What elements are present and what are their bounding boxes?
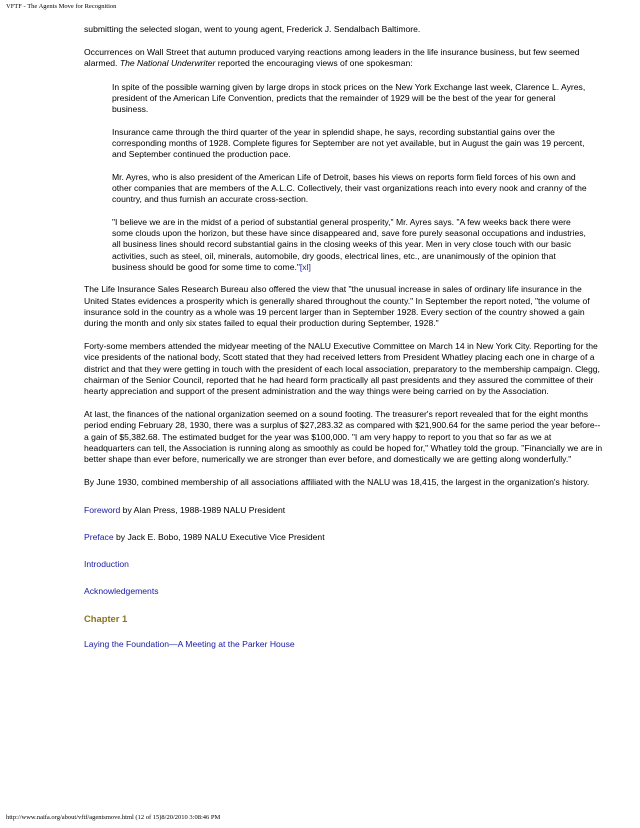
- paragraph-text: reported the encouraging views of one spokesman:: [215, 58, 413, 69]
- paragraph-slogan: submitting the selected slogan, went to young agent, Frederick J. Sendalbach Baltimore.: [84, 24, 421, 34]
- foreword-byline: by Alan Press, 1988-1989 NALU President: [120, 504, 286, 515]
- footnote-link[interactable]: [xl]: [299, 261, 311, 272]
- quote-paragraph-1: In spite of the possible warning given by large drops in stock prices on the New York Exchange last week, Clarence L. Ayres, president of the American Life Convention, predicts that the remainder of 1929 will be the best of the year for general business.: [112, 81, 586, 115]
- document-body: [84, 24, 604, 662]
- paragraph-wall-street: [84, 47, 604, 69]
- chapter-heading: Chapter 1: [84, 613, 128, 625]
- preface-byline: by Jack E. Bobo, 1989 NALU Executive Vice President: [113, 531, 325, 542]
- page-header: VFTF - The Agents Move for Recognition: [6, 3, 117, 10]
- acknowledgements-link[interactable]: Acknowledgements: [84, 586, 159, 597]
- introduction-link[interactable]: Introduction: [84, 558, 129, 569]
- foreword-link[interactable]: Foreword: [84, 504, 121, 515]
- introduction-entry: [84, 559, 604, 570]
- chapter-entry: [84, 639, 604, 650]
- preface-link[interactable]: Preface: [84, 531, 114, 542]
- foreword-entry: [84, 505, 604, 516]
- quote-paragraph-3: Mr. Ayres, who is also president of the American Life of Detroit, bases his views on reports form field forces of his own and other companies that are members of the A.L.C. Collectively, their vast organizations reach into every nook and cranny of the country, and thus furnish an accurate cross-section.: [112, 171, 587, 205]
- page-footer-url: http://www.naifa.org/about/vftf/agentsmove.html (12 of 15)8/20/2010 3:08:46 PM: [6, 814, 221, 821]
- quote-paragraph-4: [112, 217, 592, 273]
- paragraph-text: Occurrences on Wall Street that autumn produced varying reactions among leaders in the life insurance business, but few seemed alarmed.: [84, 47, 580, 69]
- block-quote: [112, 82, 592, 273]
- paragraph-midyear-meeting: Forty-some members attended the midyear meeting of the NALU Executive Committee on March 14 in New York City. Reporting for the vice presidents of the national body, Scott stated that they had received letters from President Whatley placing each one in charge of a district and that they were getting in touch with the president of each local association, preparatory to the membership campaign. Clegg, chairman of the Senior Council, reported that he had heard form practically all past presidents and they assured the committee of their hearty appreciation and support of the present administration and the way things were being carried on by the Association.: [84, 341, 600, 397]
- acknowledgements-entry: [84, 586, 604, 597]
- preface-entry: [84, 532, 604, 543]
- publication-title: The National Underwriter: [119, 58, 216, 69]
- quote-text: "I believe we are in the midst of a period of substantial general prosperity," Mr. Ayres says. "A few weeks back there were some clouds upon the horizon, but these have since disappeared and, save fore purely seasonal occupations and industries, all business lines should record substantial gains in the closing weeks of this year. Men in very close touch with our basic activities, such as steel, oil, minerals, automobile, dry goods, electrical lines, etc., are unanimously of the opinion that business should be good for some time to come.": [112, 216, 586, 272]
- chapter-1-link[interactable]: Laying the Foundation—A Meeting at the Parker House: [84, 638, 295, 649]
- paragraph-finances: At last, the finances of the national organization seemed on a sound footing. The treasurer's report revealed that for the eight months period ending February 28, 1930, there was a surplus of $27,283.32 as compared with $21,900.64 for the same period the year before--a gain of $5,382.68. The estimated budget for the year was $100,000. "I am very happy to report to you that so far as we at headquarters can tell, the Association is running along as smoothly as could be hoped for," Whatley told the group. "Financially we are in better shape than ever before, numerically we are stronger than ever before, and domestically we are getting along wonderfully.": [84, 409, 603, 465]
- quote-paragraph-2: Insurance came through the third quarter of the year in splendid shape, he says, recording substantial gains over the corresponding months of 1928. Complete figures for September are not yet available, but in August the gain was 19 percent, and September continued the production pace.: [112, 126, 585, 160]
- paragraph-research-bureau: The Life Insurance Sales Research Bureau also offered the view that "the unusual increase in sales of ordinary life insurance in the United States evidences a prosperity which is generally shared throughout the county." In September the report noted, "the volume of insurance sold in the country as a whole was 19 percent larger than in September 1928. Every section of the country showed a gain during the month and only six states failed to equal their production during September, 1928.": [84, 284, 590, 329]
- paragraph-membership: By June 1930, combined membership of all associations affiliated with the NALU was 18,415, the largest in the organization's history.: [84, 477, 590, 488]
